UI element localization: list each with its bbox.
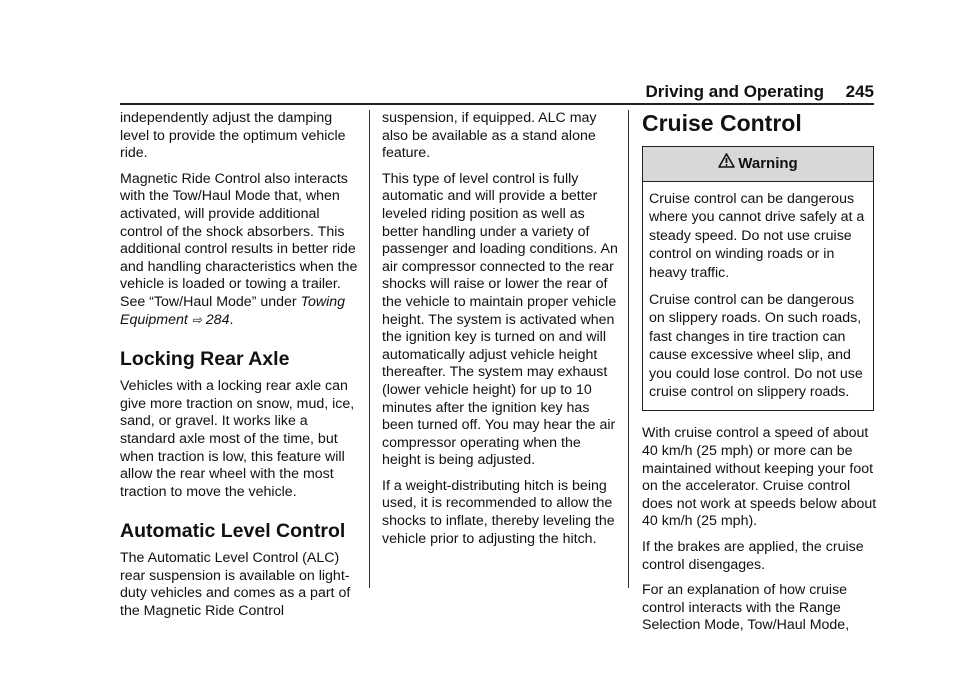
paragraph-locking-rear-axle: Vehicles with a locking rear axle can give more traction on snow, mud, ice, sand, or gravel. It works like a standard axle most of the time, but when traction is low, this feature will allow the rear wheel with the most traction to move the vehicle. bbox=[120, 378, 355, 500]
paragraph-alc-hitch: If a weight-distributing hitch is being used, it is recommended to allow the shocks to inflate, thereby leveling the vehicle prior to adjusting the hitch. bbox=[382, 477, 615, 547]
paragraph-cruise-range-selection: For an explanation of how cruise control interacts with the Range Selection Mode, Tow/Haul Mode, bbox=[642, 582, 850, 634]
warning-paragraph-slippery-roads: Cruise control can be dangerous on slippery roads. On such roads, fast changes in tire traction can cause excessive wheel slip, and you could lose control. Do not use cruise control on slippery roads. bbox=[649, 292, 863, 401]
xref-page: 284 bbox=[205, 311, 230, 328]
heading-automatic-level-control: Automatic Level Control bbox=[120, 520, 346, 543]
paragraph-alc-suspension: suspension, if equipped. ALC may also be available as a stand alone feature. bbox=[382, 110, 597, 162]
heading-locking-rear-axle: Locking Rear Axle bbox=[120, 348, 290, 371]
warning-body bbox=[643, 182, 873, 401]
page-number: 245 bbox=[845, 82, 874, 101]
page-header bbox=[120, 82, 874, 104]
column-2 bbox=[382, 110, 618, 556]
heading-cruise-control: Cruise Control bbox=[642, 110, 802, 136]
xref-title: Towing Equipment bbox=[120, 293, 346, 328]
warning-box bbox=[642, 146, 874, 411]
warning-triangle-icon bbox=[718, 147, 735, 181]
header-rule bbox=[120, 103, 874, 105]
column-divider-2 bbox=[628, 110, 629, 588]
paragraph-alc-operation: This type of level control is fully automatic and will provide a better leveled riding position as well as better handling under a variety of passenger and loading conditions. An air compressor connected to the rear shocks will raise or lower the rear of the vehicle to maintain proper vehicle height. The system is activated when the ignition key is turned on and will automatically adjust vehicle height thereafter. The system may exhaust (lower vehicle height) for up to 10 minutes after the ignition key has been turned off. You may hear the air compressor operating when the height is being adjusted. bbox=[382, 170, 618, 469]
warning-header bbox=[643, 147, 873, 182]
column-1 bbox=[120, 110, 360, 629]
paragraph-magnetic-ride bbox=[120, 171, 360, 329]
paragraph-cruise-speed: With cruise control a speed of about 40 km/h (25 mph) or more can be maintained without keeping your foot on the accelerator. Cruise control does not work at speeds below about 40 km/h (25 mph). bbox=[642, 425, 877, 530]
paragraph-end: . bbox=[229, 311, 234, 328]
warning-paragraph-steady-speed: Cruise control can be dangerous where you cannot drive safely at a steady speed. Do not use cruise control on winding roads or in heavy traffic. bbox=[649, 191, 865, 281]
warning-title: Warning bbox=[738, 155, 798, 172]
column-divider-1 bbox=[369, 110, 370, 588]
column-3 bbox=[642, 110, 878, 643]
paragraph-alc-intro: The Automatic Level Control (ALC) rear suspension is available on light-duty vehicles and comes as a part of the Magnetic Ride Control bbox=[120, 550, 351, 620]
paragraph-magnetic-ride-text: Magnetic Ride Control also interacts with the Tow/Haul Mode that, when activated, will provide additional control of the shock absorbers. This additional control results in better ride and handling characteristics when the vehicle is loaded or towing a trailer. See “Tow/Haul Mode” under bbox=[120, 170, 358, 310]
paragraph-cruise-brakes: If the brakes are applied, the cruise control disengages. bbox=[642, 539, 864, 573]
paragraph-damping: independently adjust the damping level to provide the optimum vehicle ride. bbox=[120, 110, 346, 162]
page-ref-arrow-icon: ⇨ bbox=[191, 312, 202, 327]
header-section-title: Driving and Operating bbox=[645, 82, 824, 101]
